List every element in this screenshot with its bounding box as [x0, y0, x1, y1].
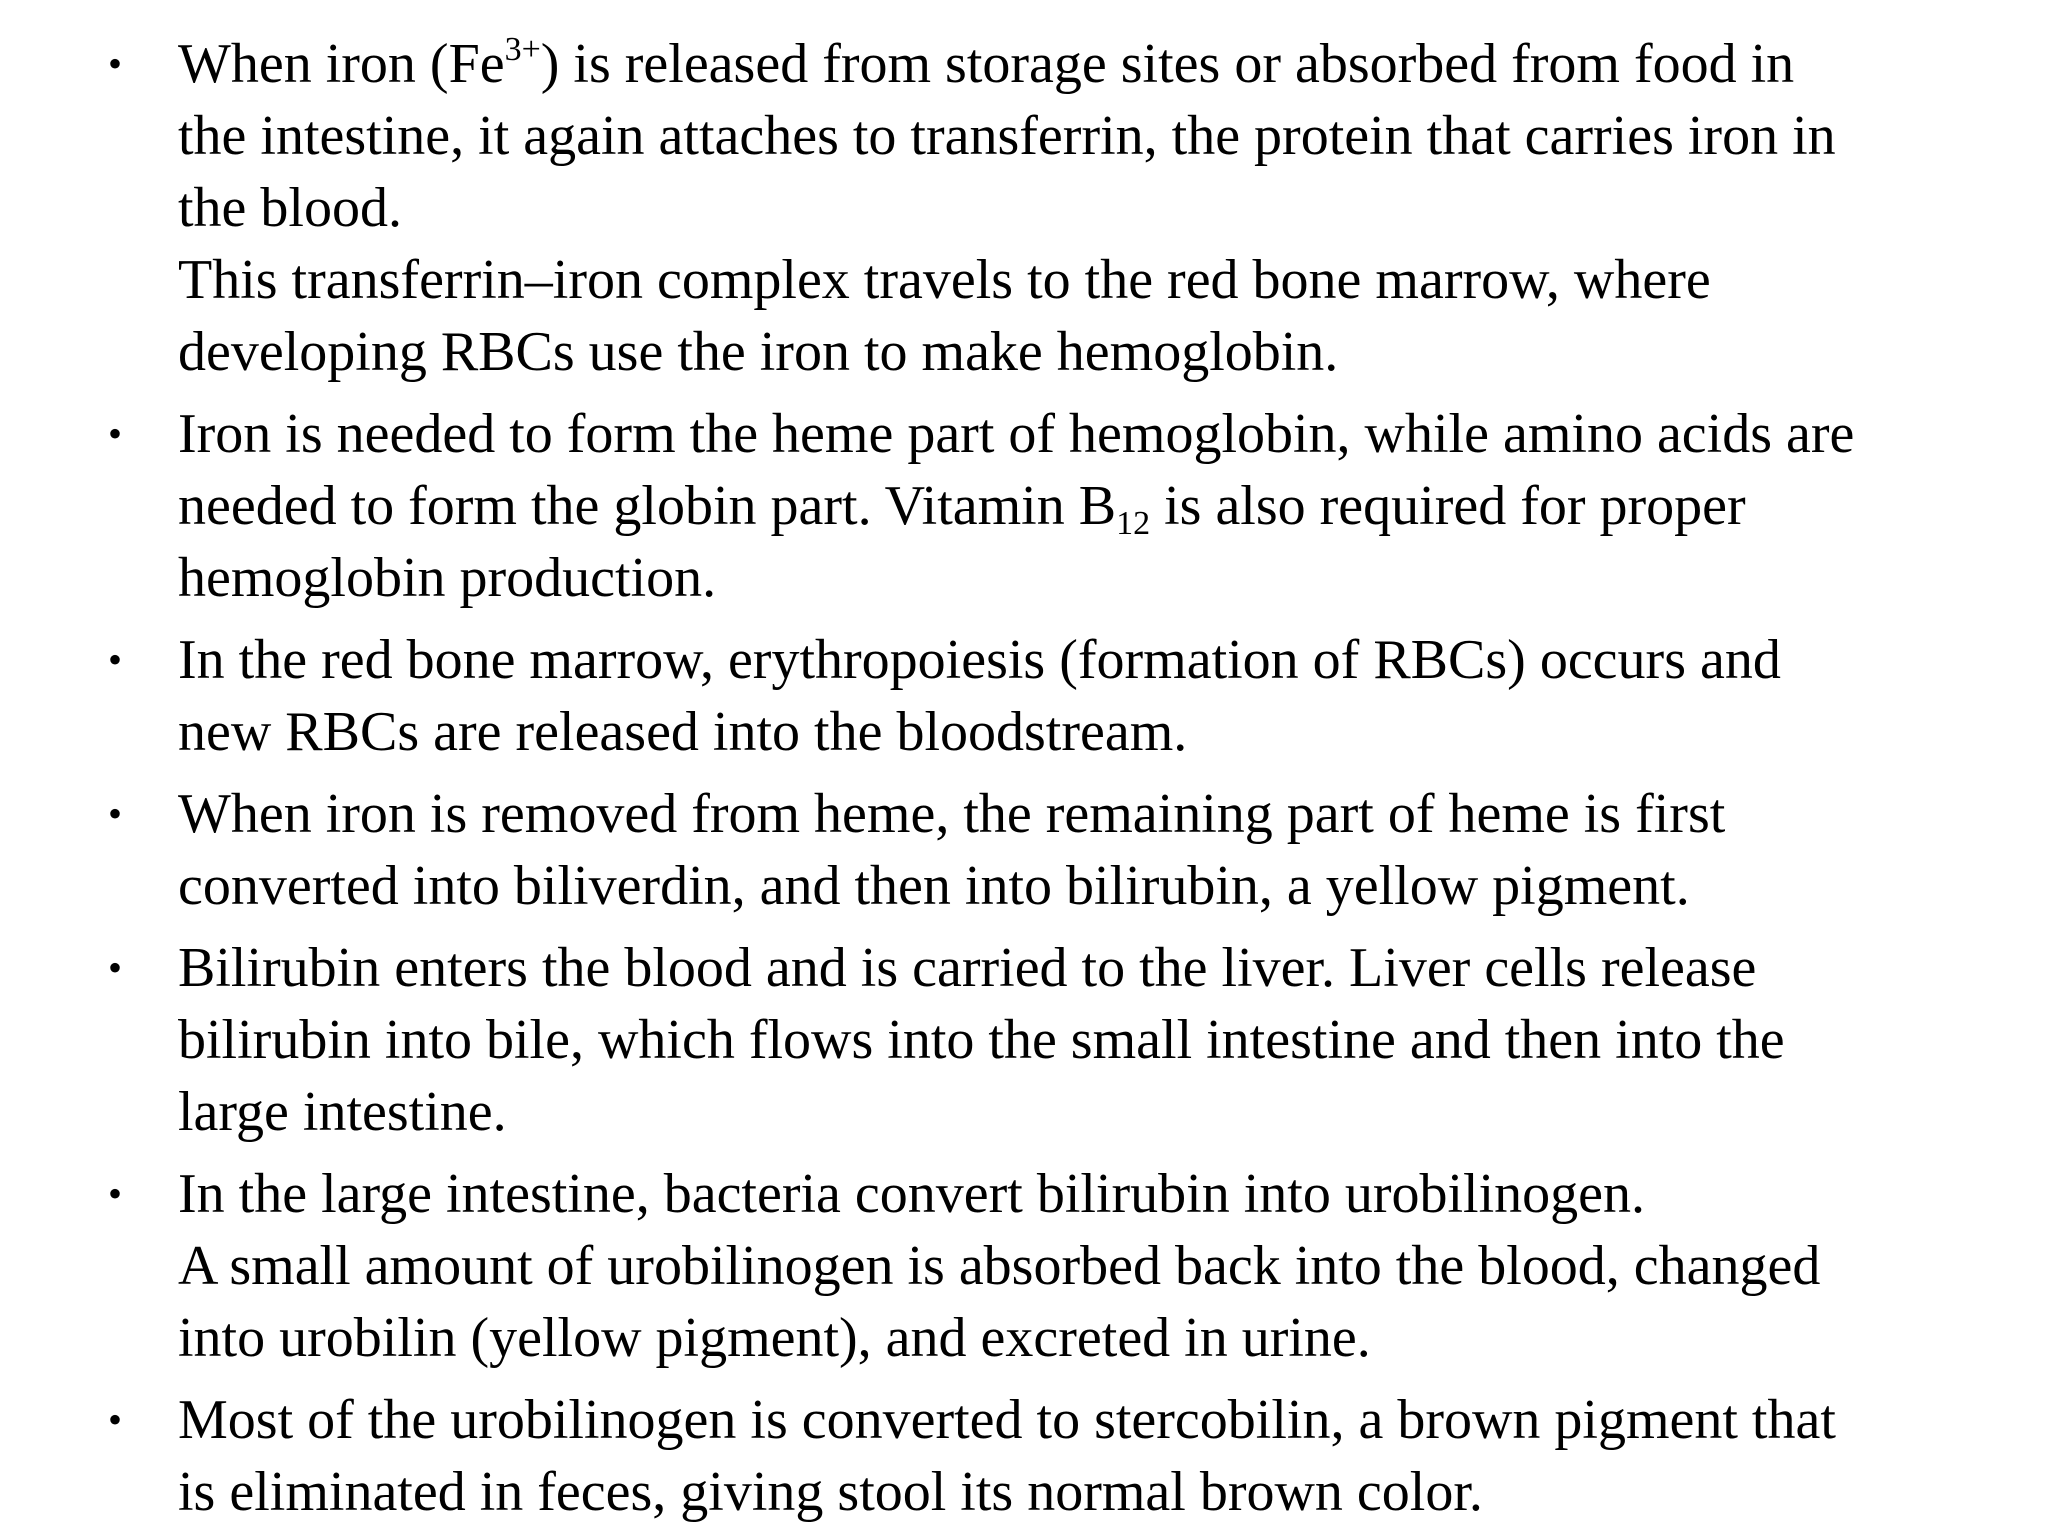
- text-line: In the large intestine, bacteria convert bilirubin into urobilinogen.: [178, 1163, 1645, 1225]
- subscript: 12: [1116, 505, 1151, 542]
- bullet-item-2: [0, 398, 2048, 614]
- text-line: converted into biliverdin, and then into bilirubin, a yellow pigment.: [178, 855, 1690, 917]
- text-line: hemoglobin production.: [178, 547, 717, 609]
- bullet-icon: •: [108, 945, 123, 990]
- bullet-item-4: [0, 778, 2048, 922]
- text-line: This transferrin–iron complex travels to the red bone marrow, where: [178, 249, 1711, 311]
- bullet-icon: •: [108, 41, 123, 86]
- text-line: developing RBCs use the iron to make hemoglobin.: [178, 321, 1339, 383]
- bullet-icon: •: [108, 411, 123, 456]
- bullet-list: [0, 28, 2048, 1538]
- text-line: large intestine.: [178, 1081, 507, 1143]
- bullet-icon: •: [108, 791, 123, 836]
- bullet-icon: •: [108, 1397, 123, 1442]
- text-line: the blood.: [178, 177, 402, 239]
- text-line: In the red bone marrow, erythropoiesis (formation of RBCs) occurs and: [178, 629, 1781, 691]
- bullet-icon: •: [108, 637, 123, 682]
- text-line: bilirubin into bile, which flows into the small intestine and then into the: [178, 1009, 1785, 1071]
- bullet-item-7: [0, 1384, 2048, 1528]
- text-line: the intestine, it again attaches to transferrin, the protein that carries iron in: [178, 105, 1836, 167]
- text-line: new RBCs are released into the bloodstream.: [178, 701, 1188, 763]
- text-line: is eliminated in feces, giving stool its normal brown color.: [178, 1461, 1483, 1523]
- bullet-item-6: [0, 1158, 2048, 1374]
- text-line: Bilirubin enters the blood and is carried to the liver. Liver cells release: [178, 937, 1757, 999]
- text-line: needed to form the globin part. Vitamin $B_{12}$ is also required for proper: [178, 475, 1746, 542]
- bullet-item-3: [0, 624, 2048, 768]
- text-line: Iron is needed to form the heme part of hemoglobin, while amino acids are: [178, 403, 1855, 465]
- bullet-icon: •: [108, 1171, 123, 1216]
- text-line: When iron $(Fe^{3+})$ is released from storage sites or absorbed from food in: [178, 31, 1795, 95]
- text-line: A small amount of urobilinogen is absorbed back into the blood, changed: [178, 1235, 1821, 1297]
- text-line: Most of the urobilinogen is converted to stercobilin, a brown pigment that: [178, 1389, 1836, 1451]
- bullet-item-5: [0, 932, 2048, 1148]
- text-line: into urobilin (yellow pigment), and excreted in urine.: [178, 1307, 1371, 1369]
- text-line: When iron is removed from heme, the remaining part of heme is first: [178, 783, 1726, 845]
- superscript: 3+: [504, 31, 541, 68]
- bullet-item-1: [0, 28, 2048, 388]
